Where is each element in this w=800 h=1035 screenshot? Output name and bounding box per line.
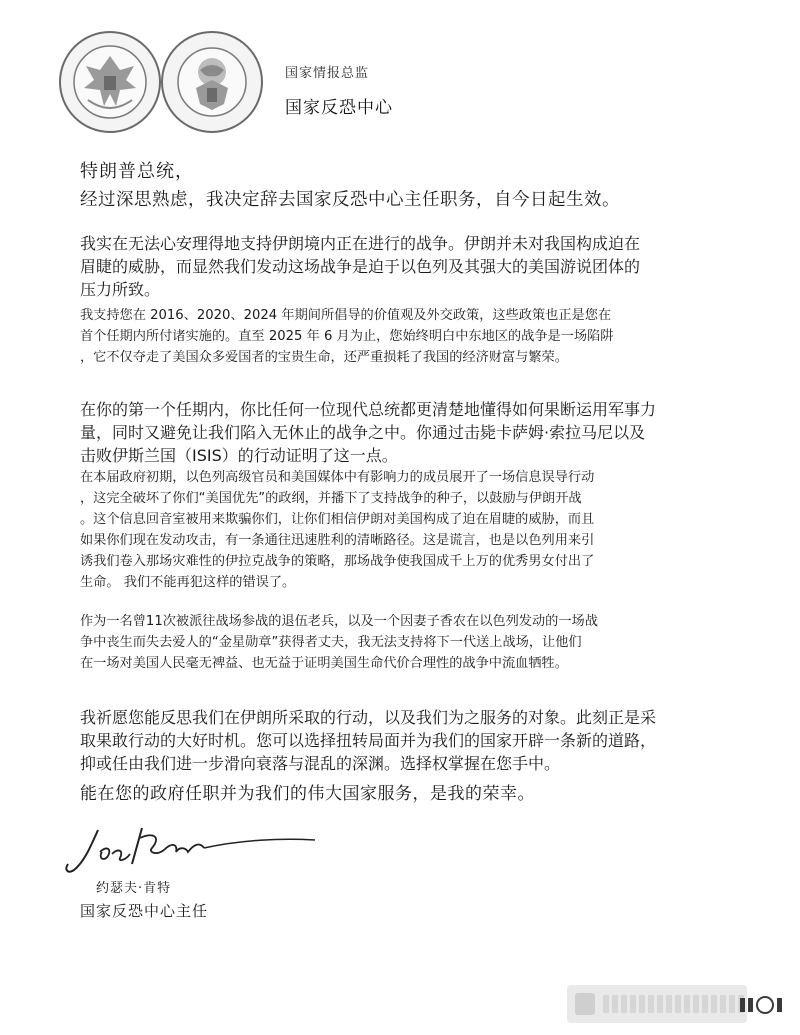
paragraph-2 xyxy=(80,305,715,368)
paragraph-line: 眉睫的威胁，而显然我们发动这场战争是迫于以色列及其强大的美国游说团体的 xyxy=(80,257,641,276)
paragraph-5 xyxy=(80,611,715,674)
paragraph-4 xyxy=(80,467,715,593)
paragraph-line: ，这完全破坏了你们“美国优先”的政纲，并播下了支持战争的种子，以鼓励与伊朗开战 xyxy=(80,491,582,506)
paragraph-line: 在本届政府初期，以色列高级官员和美国媒体中有影响力的成员展开了一场信息误导行动 xyxy=(80,470,595,485)
paragraph-line: 作为一名曾11次被派往战场参战的退伍老兵，以及一个因妻子香农在以色列发动的一场战 xyxy=(80,614,598,629)
paragraph-line: 在你的第一个任期内，你比任何一位现代总统都更清楚地懂得如何果断运用军事力 xyxy=(80,400,657,419)
paragraph-line: 在一场对美国人民毫无裨益、也无益于证明美国生命代价合理性的战争中流血牺牲。 xyxy=(80,656,568,671)
paragraph-line: 。这个信息回音室被用来欺骗你们，让你们相信伊朗对美国构成了迫在眉睫的威胁，而且 xyxy=(80,512,595,527)
dni-seal xyxy=(58,30,162,134)
watermark-logo-icon xyxy=(740,996,782,1014)
salutation: 特朗普总统， xyxy=(80,161,194,182)
paragraph-line: 取果敢行动的大好时机。您可以选择扭转局面并为我们的国家开辟一条新的道路， xyxy=(80,731,657,750)
paragraph-line: 击败伊斯兰国（ISIS）的行动证明了这一点。 xyxy=(80,446,398,465)
letterhead xyxy=(285,62,393,118)
paragraph-1 xyxy=(80,232,715,301)
signer-title: 国家反恐中心主任 xyxy=(80,902,209,920)
paragraph-line: 首个任期内所付诸实施的。直至 2025 年 6 月为止，您始终明白中东地区的战争是一场陷阱 xyxy=(80,329,614,344)
signer-name: 约瑟夫·肯特 xyxy=(96,881,172,896)
agency-name: 国家情报总监 xyxy=(285,66,370,81)
handwritten-signature xyxy=(60,818,320,882)
paragraph-line: 我实在无法心安理得地支持伊朗境内正在进行的战争。伊朗并未对我国构成迫在 xyxy=(80,234,641,253)
paragraph-6 xyxy=(80,706,715,775)
paragraph-line: 如果你们现在发动攻击，有一条通往迅速胜利的清晰路径。这是谎言，也是以色列用来引 xyxy=(80,533,595,548)
paragraph-line: ，它不仅夺走了美国众多爱国者的宝贵生命，还严重损耗了我国的经济财富与繁荣。 xyxy=(80,350,568,365)
paragraph-line: 我支持您在 2016、2020、2024 年期间所倡导的价值观及外交政策，这些政策也正是您在 xyxy=(80,308,612,323)
paragraph-line: 抑或任由我们进一步滑向衰落与混乱的深渊。选择权掌握在您手中。 xyxy=(80,754,561,773)
paragraph-line: 我祈愿您能反思我们在伊朗所采取的行动，以及我们为之服务的对象。此刻正是采 xyxy=(80,708,657,727)
closing-line: 能在您的政府任职并为我们的伟大国家服务，是我的荣幸。 xyxy=(80,784,535,804)
center-name: 国家反恐中心 xyxy=(285,98,393,118)
watermark-blurred-label xyxy=(567,985,747,1023)
nctc-seal xyxy=(160,30,264,134)
paragraph-line: 压力所致。 xyxy=(80,280,161,299)
paragraph-line: 诱我们卷入那场灾难性的伊拉克战争的策略，那场战争使我国成千上万的优秀男女付出了 xyxy=(80,554,595,569)
paragraph-line: 量，同时又避免让我们陷入无休止的战争之中。你通过击毙卡萨姆·索拉马尼以及 xyxy=(80,423,646,442)
watermark xyxy=(567,985,782,1025)
paragraph-line: 争中丧生而失去爱人的“金星勋章”获得者丈夫，我无法支持将下一代送上战场，让他们 xyxy=(80,635,582,650)
paragraph-3 xyxy=(80,398,715,467)
opening-line: 经过深思熟虑，我决定辞去国家反恐中心主任职务，自今日起生效。 xyxy=(80,190,620,210)
paragraph-line: 生命。 我们不能再犯这样的错误了。 xyxy=(80,575,296,590)
